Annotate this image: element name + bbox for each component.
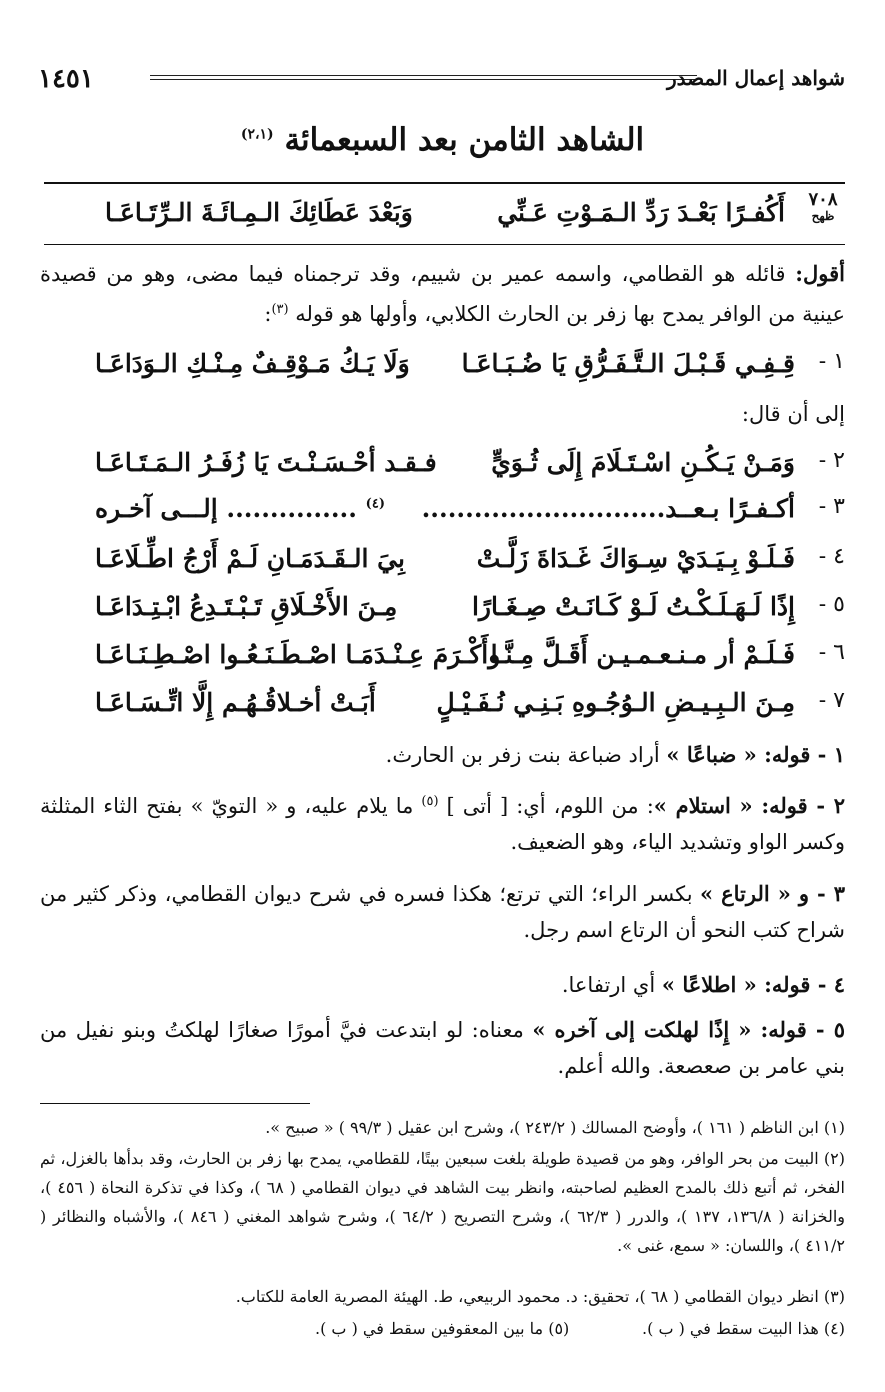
verse-hemistich-1: إِذًا لَـهَـلَـكْـتُ لَـوْ كَـانَـتْ صِـغَـارًا xyxy=(471,592,795,621)
poem-verse-3 xyxy=(40,490,845,534)
poem-verse-5 xyxy=(40,588,845,632)
verse-rule xyxy=(44,244,845,245)
verse-num: ٥ - xyxy=(818,592,845,617)
poem-verse-1 xyxy=(40,345,845,389)
ila-an-qal: إلى أن قال: xyxy=(741,402,845,426)
header-rule xyxy=(150,75,697,80)
footnote-1: (١) ابن الناظم ( ١٦١ )، وأوضح المسالك ( ٢٤٣/٢ )، وشرح ابن عقيل ( ٩٩/٣ ) « صبيح ». xyxy=(265,1118,845,1137)
footnote-4-5 xyxy=(40,1314,845,1343)
note-lead: ٥ - قوله: « إِذًا لهلكت إلى آخره » xyxy=(532,1017,845,1042)
note-4 xyxy=(40,967,845,1003)
note-3 xyxy=(40,876,845,948)
footnote-rule xyxy=(40,1103,310,1104)
note-tail: ما يلام عليه، و « التويّ » بفتح الثاء المثلثة وكسر الواو وتشديد الياء، وهو الضعيف. xyxy=(40,794,845,854)
verse-note-ref: (٤) xyxy=(365,496,385,512)
poem-verse-7 xyxy=(40,684,845,728)
verse-hemistich-2-text: ............... إلـــى آخـره xyxy=(95,494,357,523)
verse-hemistich-2: وَلَا يَـكُ مَـوْقِـفٌ مِـنْـكِ الـوَدَاعَـا xyxy=(95,349,410,378)
verse-hemistich-1: قِـفِـي قَـبْـلَ الـتَّـفَـرُّقِ يَا ضُـبَـاعَـا xyxy=(461,349,795,378)
footnote-4: (٤) هذا البيت سقط في ( ب ). xyxy=(642,1319,845,1338)
note-ref: (٥) xyxy=(421,794,439,809)
intro-text: قائله هو القطامي، واسمه عمير بن شييم، وقد ترجمناه فيما مضى، وهو من قصيدة عينية من الوافر يمدح بها زفر بن الحارث الكلابي، وأولها هو قوله xyxy=(40,262,845,326)
verse-hemistich-1: وَمَـنْ يَـكُـنِ اسْـتَـلَامَ إِلَى ثُـوَيٍّ xyxy=(491,448,795,477)
verse-hemistich-2: أَبَـتْ أخـلاقُـهُـم إِلَّا اتِّـسَـاعَـا xyxy=(95,688,376,717)
poem-verse-2 xyxy=(40,444,845,488)
note-lead: ٤ - قوله: « اطلاعًا » xyxy=(661,972,845,997)
title-note-ref: (٢،١) xyxy=(240,126,274,143)
note-text: معناه: لو ابتدعت فيَّ أمورًا صغارًا لهلكتُ وبنو نفيل من بني عامر بن صعصعة. والله أعلم. xyxy=(40,1018,845,1078)
note-text: أراد ضباعة بنت زفر بن الحارث. xyxy=(385,743,667,767)
verse-hemistich-2: بِيَ الـقَـدَمَـانِ لَـمْ أَرْجُ اطِّـلَاعَـا xyxy=(95,544,405,573)
verse-hemistich-2 xyxy=(95,494,385,523)
verse-num: ٢ - xyxy=(818,448,845,473)
intro-label: أقول: xyxy=(795,261,845,286)
main-hemistich-2: وَبَعْدَ عَطَائِكَ الـمِـائَـةَ الـرِّتَـاعَـا xyxy=(105,198,413,227)
poem-verse-4 xyxy=(40,540,845,584)
footnote-2: (٢) البيت من بحر الوافر، وهو من قصيدة طويلة بلغت سبعين بيتًا، للقطامي، يمدح بها زفر بن الحارث، وقد بدأها بالغزل، ثم الفخر، ثم أتبع ذلك بالمدح العظيم لصاحبته، وانظر بيت الشاهد في ديوان القطامي ( ٦٨ )، وكذا في تذكرة النحاة ( ٤٥٦ )، والخزانة ( ١٣٦/٨، ١٣٧ )، والدرر ( ٦٢/٣ )، وشرح التصريح ( ٦٤/٢ )، وشرح شواهد المغني ( ٨٤٦ )، والأشباه والنظائر ( ٤١١/٢ )، واللسان: « سمع، غنى ». xyxy=(40,1149,846,1255)
note-text: : من اللوم، أي: [ أتى ] xyxy=(438,794,654,818)
verse-hemistich-1: مِـنَ الـبِـيـضِ الـوُجُـوهِ بَـنِـي نُـفَـيْـلٍ xyxy=(436,688,795,717)
verse-number xyxy=(801,190,845,223)
running-header xyxy=(38,64,845,94)
note-2 xyxy=(40,784,845,860)
verse-hemistich-2: وأَكْـرَمَ عِـنْـدَمَـا اصْـطَـنَـعُـوا اصْـطِـنَـاعَـا xyxy=(95,640,501,669)
note-lead: ٣ - و « الرتاع » xyxy=(700,881,845,906)
note-5 xyxy=(40,1012,845,1084)
running-title: شواهد إعمال المصدر xyxy=(666,66,845,90)
note-1 xyxy=(40,737,845,773)
verse-number-text: ٧٠٨ xyxy=(808,189,838,210)
page-title xyxy=(0,122,885,158)
footnote-5: (٥) ما بين المعقوفين سقط في ( ب ). xyxy=(315,1319,570,1338)
main-hemistich-1: أَكُفـرًا بَعْـدَ رَدِّ الـمَـوْتِ عَـنِّي xyxy=(497,198,785,227)
poem-verse-6 xyxy=(40,636,845,680)
main-verse xyxy=(40,189,845,238)
note-lead: ١ - قوله: « ضباعًا » xyxy=(666,742,845,767)
verse-num: ٦ - xyxy=(818,640,845,665)
verse-hemistich-1: فَـلَـمْ أر مـنـعـمـيـن أَقَـلَّ مِـنَّـا xyxy=(490,640,795,669)
verse-hemistich-2: فـقـد أحْـسَـنْـتَ يَا زُفَـرُ الـمَـتَـاعَـا xyxy=(95,448,437,477)
verse-hemistich-1: فَـلَـوْ بِـيَـدَيْ سِـوَاكَ غَـدَاةَ زَلَّـتْ xyxy=(476,544,795,573)
footnote-3: (٣) انظر ديوان القطامي ( ٦٨ )، تحقيق: د. محمود الربيعي، ط. الهيئة المصرية العامة للكتاب. xyxy=(235,1287,845,1306)
verse-hemistich-1: أكـفـرًا بـعــد............................ xyxy=(421,494,795,523)
verse-num: ١ - xyxy=(818,349,845,374)
note-lead: ٢ - قوله: « استلام » xyxy=(653,793,845,818)
intro-paragraph xyxy=(40,256,845,332)
verse-number-note: ظهح xyxy=(811,208,835,223)
title-text: الشاهد الثامن بعد السبعمائة xyxy=(284,122,645,158)
verse-num: ٤ - xyxy=(818,544,845,569)
verse-num: ٧ - xyxy=(818,688,845,713)
note-text: أي ارتفاعا. xyxy=(561,973,662,997)
page-number: ١٤٥١ xyxy=(38,64,94,94)
intro-note-ref: (٣) xyxy=(271,302,289,317)
title-rule xyxy=(44,182,845,184)
verse-num: ٣ - xyxy=(818,494,845,519)
note-text: بكسر الراء؛ التي ترتع؛ هكذا فسره في شرح ديوان القطامي، وذكر كثير من شراح كتب النحو أن الرتاع اسم رجل. xyxy=(40,882,845,942)
verse-hemistich-2: مِـنَ الأَخْـلَاقِ تَـبْـتَـدِعُ ابْـتِـدَاعَـا xyxy=(95,592,398,621)
intro-end: : xyxy=(264,302,272,326)
